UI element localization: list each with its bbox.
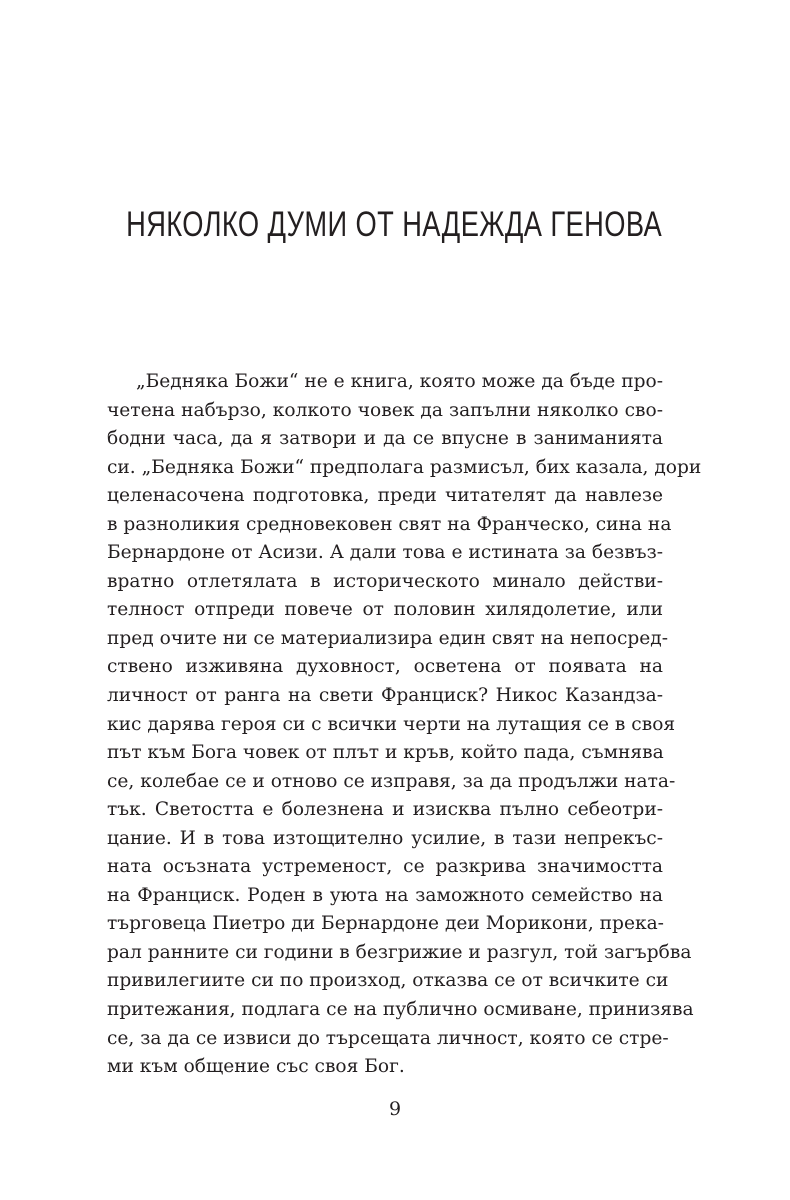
body-paragraph [107, 368, 702, 1082]
text-line: цание. И в това изтощително усилие, в тази непрекъс- [107, 827, 663, 849]
text-line: в разноликия средновековен свят на Франческо, сина на [107, 513, 672, 535]
text-line: кис дарява героя си с всички черти на лутащия се в своя [107, 713, 676, 735]
text-line: рал ранните си години в безгрижие и разгул, той загърбва [107, 941, 692, 963]
text-line: „Бедняка Божи“ не е книга, която може да бъде про- [136, 371, 663, 392]
text-line: ми към общение със своя Бог. [107, 1056, 405, 1078]
text-line: четена набързо, колкото човек да запълни няколко сво- [107, 399, 663, 421]
text-line: личност от ранга на свети Франциск? Никос Казандза- [107, 685, 663, 707]
text-line: вратно отлетялата в историческото минало действи- [107, 570, 663, 592]
text-line: тък. Светостта е болезнена и изисква пълно себеотри- [107, 799, 663, 821]
text-line: се, колебае се и отново се изправя, за да продължи ната- [107, 770, 676, 792]
text-line: телност отпреди повече от половин хилядолетие, или [107, 599, 663, 621]
text-line: пред очите ни се материализира един свят на непосред- [107, 627, 668, 649]
text-line: притежания, подлага се на публично осмиване, принизява [107, 999, 694, 1021]
page-number: 9 [388, 1098, 402, 1120]
text-line: си. „Бедняка Божи“ предполага размисъл, бих казала, дори [107, 456, 702, 478]
text-line: ната осъзната устременост, се разкрива значимостта [107, 856, 663, 878]
text-line: път към Бога човек от плът и кръв, който пада, съмнява [107, 742, 664, 764]
chapter-title: НЯКОЛКО ДУМИ ОТ НАДЕЖДА ГЕНОВА [126, 205, 663, 244]
text-line: ствено изживяна духовност, осветена от появата на [107, 656, 663, 678]
text-line: се, за да се извиси до търсещата личност, която се стре- [107, 1027, 669, 1049]
text-line: търговеца Пиетро ди Бернардоне деи Морикони, прека- [107, 913, 664, 935]
text-line: привилегиите си по произход, отказва се от всичките си [107, 970, 669, 992]
text-line: Бернардоне от Асизи. А дали това е истината за безвъз- [107, 542, 663, 564]
text-line: целенасочена подготовка, преди читателят да навлезе [107, 485, 663, 507]
text-line: бодни часа, да я затвори и да се впусне в заниманията [107, 428, 663, 450]
text-line: на Франциск. Роден в уюта на заможното семейство на [107, 884, 663, 906]
